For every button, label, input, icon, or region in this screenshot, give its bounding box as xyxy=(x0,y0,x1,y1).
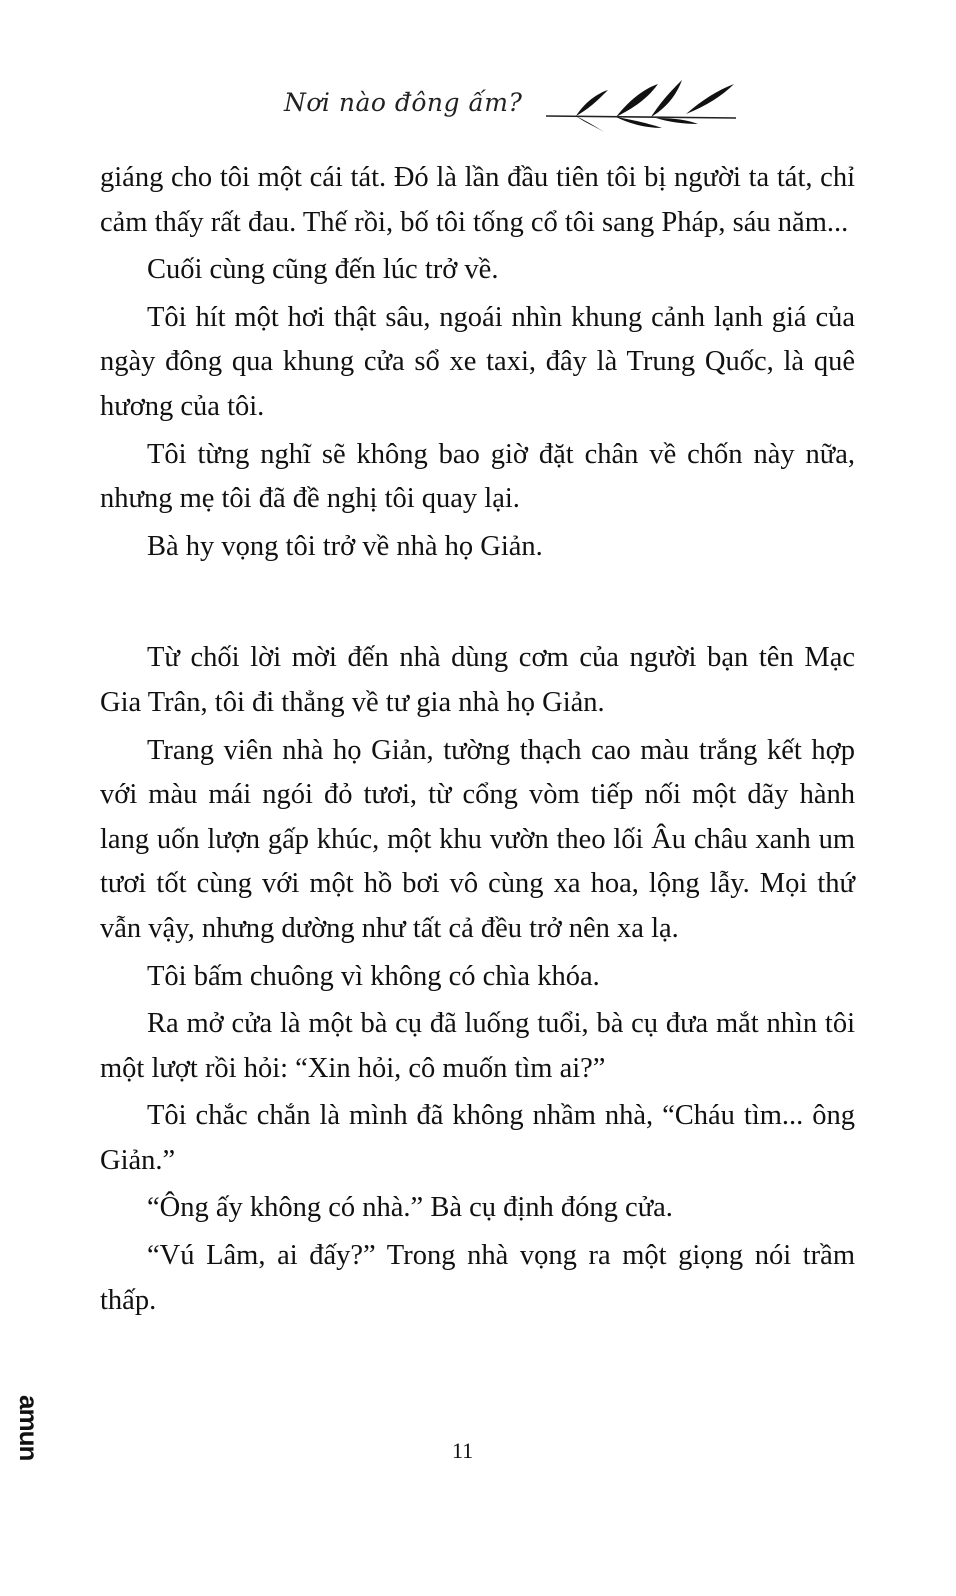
paragraph: Trang viên nhà họ Giản, tường thạch cao màu trắng kết hợp với màu mái ngói đỏ tươi, từ cổng vòm tiếp nối một dãy hành lang uốn lượn gấp khúc, một khu vườn theo lối Âu châu xanh um tươi tốt cùng với một hồ bơi vô cùng xa hoa, lộng lẫy. Mọi thứ vẫn vậy, nhưng dường như tất cả đều trở nên xa lạ. xyxy=(100,734,855,944)
page-number: 11 xyxy=(452,1438,474,1463)
paragraph: Tôi từng nghĩ sẽ không bao giờ đặt chân về chốn này nữa, nhưng mẹ tôi đã đề nghị tôi quay lại. xyxy=(100,438,855,515)
paragraph: Tôi hít một hơi thật sâu, ngoái nhìn khung cảnh lạnh giá của ngày đông qua khung cửa sổ xe taxi, đây là Trung Quốc, là quê hương của tôi. xyxy=(100,301,855,422)
running-header xyxy=(284,78,744,138)
body-text xyxy=(100,156,855,1326)
paragraph: Ra mở cửa là một bà cụ đã luống tuổi, bà cụ đưa mắt nhìn tôi một lượt rồi hỏi: “Xin hỏi, cô muốn tìm ai?” xyxy=(100,1008,855,1084)
paragraph: Tôi chắc chắn là mình đã không nhầm nhà, “Cháu tìm... ông Giản.” xyxy=(100,1100,855,1176)
leaf-branch-icon xyxy=(546,78,746,134)
paragraph: Tôi bấm chuông vì không có chìa khóa. xyxy=(147,960,600,992)
paragraph: Bà hy vọng tôi trở về nhà họ Giản. xyxy=(147,530,543,562)
paragraph: “Ông ấy không có nhà.” Bà cụ định đóng cửa. xyxy=(147,1192,673,1224)
paragraph: “Vú Lâm, ai đấy?” Trong nhà vọng ra một giọng nói trầm thấp. xyxy=(100,1240,855,1316)
section-break xyxy=(100,572,855,636)
publisher-logo: amun xyxy=(14,1395,44,1461)
running-title: Nơi nào đông ấm? xyxy=(284,88,523,117)
paragraph: Từ chối lời mời đến nhà dùng cơm của người bạn tên Mạc Gia Trân, tôi đi thẳng về tư gia nhà họ Giản. xyxy=(100,642,855,718)
paragraph: Cuối cùng cũng đến lúc trở về. xyxy=(147,254,499,286)
paragraph: giáng cho tôi một cái tát. Đó là lần đầu tiên tôi bị người ta tát, chỉ cảm thấy rất đau. Thế rồi, bố tôi tống cổ tôi sang Pháp, sáu năm... xyxy=(100,162,855,238)
